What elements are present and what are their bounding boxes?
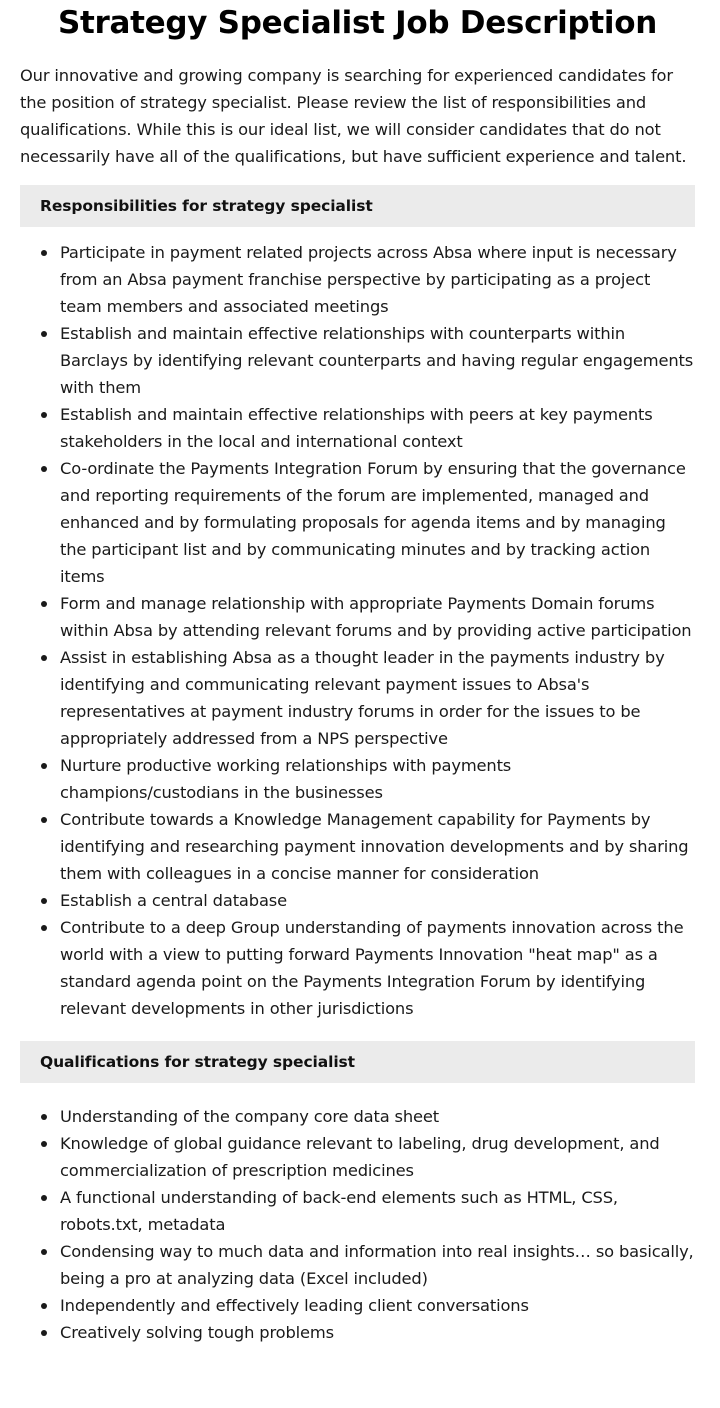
list-item-text: Co-ordinate the Payments Integration Forum by ensuring that the governance and reporting requirements of the forum are implemented, managed and enhanced and by formulating proposals for agenda items and by managing the participant list and by communicating minutes and by tracking action items [60, 459, 686, 586]
bullet-icon [41, 1303, 47, 1309]
qualifications-heading: Qualifications for strategy specialist [20, 1041, 695, 1083]
list-item [60, 1184, 695, 1238]
bullet-icon [41, 1114, 47, 1120]
list-item-text: Establish a central database [60, 891, 287, 910]
list-item-text: Contribute towards a Knowledge Management capability for Payments by identifying and researching payment innovation developments and by sharing them with colleagues in a concise manner for consideration [60, 810, 689, 883]
bullet-icon [41, 925, 47, 931]
list-item-text: A functional understanding of back-end elements such as HTML, CSS, robots.txt, metadata [60, 1188, 618, 1234]
list-item-text: Knowledge of global guidance relevant to labeling, drug development, and commercialization of prescription medicines [60, 1134, 660, 1180]
bullet-icon [41, 601, 47, 607]
list-item [60, 887, 695, 914]
list-item-text: Participate in payment related projects across Absa where input is necessary from an Absa payment franchise perspective by participating as a project team members and associated meetings [60, 243, 677, 316]
list-item [60, 914, 695, 1022]
list-item-text: Condensing way to much data and information into real insights… so basically, being a pro at analyzing data (Excel included) [60, 1242, 694, 1288]
list-item-text: Understanding of the company core data sheet [60, 1107, 440, 1126]
list-item [60, 455, 695, 590]
bullet-icon [41, 898, 47, 904]
list-item [60, 806, 695, 887]
list-item [60, 401, 695, 455]
bullet-icon [41, 250, 47, 256]
list-item [60, 239, 695, 320]
responsibilities-list [20, 239, 695, 1022]
list-item-text: Form and manage relationship with appropriate Payments Domain forums within Absa by attending relevant forums and by providing active participation [60, 594, 692, 640]
list-item [60, 1103, 695, 1130]
page-title: Strategy Specialist Job Description [58, 5, 657, 41]
list-item [60, 1292, 695, 1319]
list-item-text: Nurture productive working relationships with payments champions/custodians in the businesses [60, 756, 512, 802]
list-item-text: Establish and maintain effective relationships with counterparts within Barclays by identifying relevant counterparts and having regular engagements with them [60, 324, 694, 397]
list-item [60, 644, 695, 752]
list-item-text: Assist in establishing Absa as a thought leader in the payments industry by identifying and communicating relevant payment issues to Absa's representatives at payment industry forums in order for the issues to be appropriately addressed from a NPS perspective [60, 648, 665, 748]
list-item [60, 1238, 695, 1292]
bullet-icon [41, 1195, 47, 1201]
intro-paragraph: Our innovative and growing company is searching for experienced candidates for the position of strategy specialist. Please review the list of responsibilities and qualifications. While this is our ideal list, we will consider candidates that do not necessarily have all of the qualifications, but have sufficient experience and talent. [20, 66, 687, 166]
bullet-icon [41, 1330, 47, 1336]
list-item-text: Contribute to a deep Group understanding of payments innovation across the world with a view to putting forward Payments Innovation "heat map" as a standard agenda point on the Payments Integration Forum by identifying relevant developments in other jurisdictions [60, 918, 684, 1018]
list-item-text: Establish and maintain effective relationships with peers at key payments stakeholders in the local and international context [60, 405, 653, 451]
list-item-text: Creatively solving tough problems [60, 1323, 334, 1342]
bullet-icon [41, 331, 47, 337]
bullet-icon [41, 1141, 47, 1147]
qualifications-list [20, 1103, 695, 1346]
responsibilities-heading: Responsibilities for strategy specialist [20, 185, 695, 227]
bullet-icon [41, 466, 47, 472]
bullet-icon [41, 817, 47, 823]
list-item-text: Independently and effectively leading client conversations [60, 1296, 529, 1315]
list-item [60, 752, 695, 806]
list-item [60, 1319, 695, 1346]
list-item [60, 1130, 695, 1184]
list-item [60, 320, 695, 401]
bullet-icon [41, 763, 47, 769]
list-item [60, 590, 695, 644]
bullet-icon [41, 655, 47, 661]
bullet-icon [41, 412, 47, 418]
bullet-icon [41, 1249, 47, 1255]
